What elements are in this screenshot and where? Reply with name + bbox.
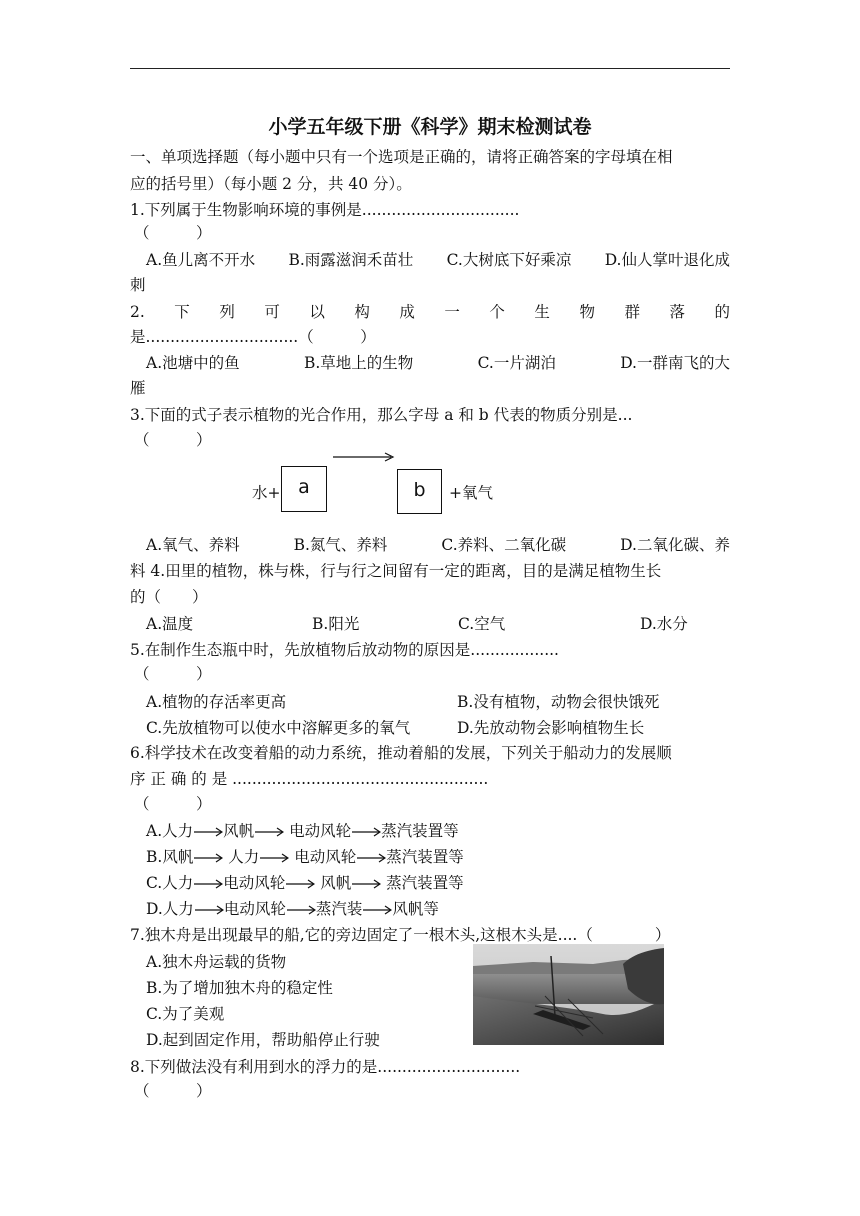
flow-step: B.风帆 — [146, 848, 194, 866]
q1-stem: 1.下列属于生物影响环境的事例是................................ — [130, 201, 520, 219]
section-intro-line1: 一、单项选择题（每小题中只有一个选项是正确的，请将正确答案的字母填在相 — [130, 148, 673, 166]
q2-option-d: D.一群南飞的大 — [620, 354, 730, 372]
flow-arrow-icon — [351, 878, 381, 890]
q4-option-b: B.阳光 — [312, 615, 360, 633]
flow-arrow-icon — [193, 878, 223, 890]
q4-stem: 的（ ） — [130, 588, 208, 606]
flow-step: 蒸汽装置等 — [386, 874, 464, 892]
q2-word: 成 — [399, 303, 415, 321]
outrigger-canoe-photo — [473, 944, 664, 1045]
flow-step: 电动风轮 — [223, 900, 286, 918]
q2-word: 以 — [309, 303, 325, 321]
q3-option-c: C.养料、二氧化碳 — [441, 536, 567, 554]
q2-word: 物 — [579, 303, 595, 321]
flow-step: 风帆等 — [392, 900, 439, 918]
flow-arrow-icon — [259, 852, 289, 864]
q6-option-b — [146, 847, 464, 867]
page-title: 小学五年级下册《科学》期末检测试卷 — [268, 116, 592, 138]
q1-option-d: D.仙人掌叶退化成 — [604, 251, 730, 269]
q2-word: 群 — [624, 303, 640, 321]
flow-step: 电动风轮 — [223, 874, 286, 892]
q3-wrap-q4-stem: 料 4.田里的植物，株与株，行与行之间留有一定的距离，目的是满足植物生长 — [130, 562, 662, 580]
q3-option-a: A.氧气、养料 — [146, 536, 240, 554]
q1-option-a: A.鱼儿离不开水 — [146, 251, 256, 269]
q7-stem: 7.独木舟是出现最早的船,它的旁边固定了一根木头,这根木头是....（ ） — [130, 926, 671, 944]
flow-arrow-icon — [285, 878, 315, 890]
q3-answer-blank: （ ） — [134, 431, 212, 449]
q4-option-a: A.温度 — [146, 615, 194, 633]
flow-step: 蒸汽装置等 — [381, 822, 459, 840]
flow-arrow-icon — [362, 904, 392, 916]
q7-option-c: C.为了美观 — [146, 1005, 225, 1023]
q8-answer-blank: （ ） — [134, 1082, 212, 1100]
flow-arrow-icon — [351, 826, 381, 838]
q4-option-d: D.水分 — [640, 615, 688, 633]
q5-option-a: A.植物的存活率更高 — [146, 693, 287, 711]
q2-word: 下 — [174, 303, 190, 321]
q2-stem-line2: 是...............................（ ） — [130, 328, 376, 346]
q2-option-wrap: 雁 — [130, 379, 146, 397]
equation-oxygen: +氧气 — [449, 484, 493, 502]
q7-option-b: B.为了增加独木舟的稳定性 — [146, 979, 333, 997]
equation-water: 水+ — [252, 484, 281, 502]
q5-stem: 5.在制作生态瓶中时，先放植物后放动物的原因是.................. — [130, 641, 559, 659]
q5-answer-blank: （ ） — [134, 665, 212, 683]
q2-option-b: B.草地上的生物 — [303, 354, 414, 372]
q2-word: 构 — [354, 303, 370, 321]
equation-label-b: b — [413, 479, 426, 501]
q6-option-a — [146, 821, 459, 841]
flow-arrow-icon — [193, 826, 223, 838]
flow-step: 风帆 — [320, 874, 352, 892]
q1-option-b: B.雨露滋润禾苗壮 — [288, 251, 414, 269]
q5-option-b: B.没有植物，动物会很快饿死 — [457, 693, 660, 711]
equation-box-a — [281, 466, 327, 512]
section-intro-line2: 应的括号里）（每小题 2 分，共 40 分）。 — [130, 175, 412, 193]
q1-option-c: C.大树底下好乘凉 — [446, 251, 572, 269]
flow-arrow-icon — [356, 852, 386, 864]
q2-word: 可 — [264, 303, 280, 321]
q6-option-d — [146, 899, 439, 919]
q2-stem-line1 — [130, 302, 730, 322]
q2-word: 一 — [444, 303, 460, 321]
flow-step: A.人力 — [146, 822, 194, 840]
q2-option-a: A.池塘中的鱼 — [146, 354, 240, 372]
flow-arrow-icon — [254, 826, 284, 838]
flow-step: 蒸汽装置等 — [386, 848, 464, 866]
q5-option-d: D.先放动物会影响植物生长 — [457, 719, 645, 737]
q2-options — [146, 353, 730, 373]
q1-options — [146, 250, 730, 270]
q7-option-a: A.独木舟运载的货物 — [146, 953, 287, 971]
flow-step: 风帆 — [223, 822, 255, 840]
q1-option-wrap: 刺 — [130, 276, 146, 294]
flow-step: 人力 — [228, 848, 260, 866]
q7-option-d: D.起到固定作用，帮助船停止行驶 — [146, 1031, 380, 1049]
q5-option-c: C.先放植物可以使水中溶解更多的氧气 — [146, 719, 411, 737]
flow-step: C.人力 — [146, 874, 194, 892]
flow-step: 电动风轮 — [294, 848, 357, 866]
flow-step: D.人力 — [146, 900, 194, 918]
flow-arrow-icon — [194, 904, 224, 916]
q3-option-b: B.氮气、养料 — [293, 536, 388, 554]
q2-word: 生 — [534, 303, 550, 321]
q6-stem-line2: 序 正 确 的 是 .................................................... — [130, 770, 489, 788]
q3-stem: 3.下面的式子表示植物的光合作用，那么字母 a 和 b 代表的物质分别是... — [130, 406, 633, 424]
flow-arrow-icon — [286, 904, 316, 916]
flow-step: 蒸汽装 — [315, 900, 363, 918]
reaction-arrow-icon — [333, 451, 395, 463]
q3-options — [146, 535, 730, 555]
q6-answer-blank: （ ） — [134, 795, 212, 813]
header-rule — [130, 68, 730, 69]
q2-option-c: C.一片湖泊 — [477, 354, 556, 372]
q4-option-c: C.空气 — [458, 615, 506, 633]
q2-word: 列 — [219, 303, 235, 321]
q2-word: 的 — [714, 303, 730, 321]
q2-word: 落 — [669, 303, 685, 321]
q8-stem: 8.下列做法没有利用到水的浮力的是............................. — [130, 1058, 521, 1076]
q6-option-c — [146, 873, 464, 893]
flow-step: 电动风轮 — [289, 822, 352, 840]
q2-word: 2. — [130, 303, 145, 321]
equation-label-a: a — [298, 476, 310, 498]
q2-word: 个 — [489, 303, 505, 321]
equation-box-b — [397, 469, 442, 514]
q3-option-d: D.二氧化碳、养 — [620, 536, 730, 554]
flow-arrow-icon — [193, 852, 223, 864]
q1-answer-blank: （ ） — [134, 224, 212, 242]
q6-stem-line1: 6.科学技术在改变着船的动力系统，推动着船的发展，下列关于船动力的发展顺 — [130, 744, 672, 762]
